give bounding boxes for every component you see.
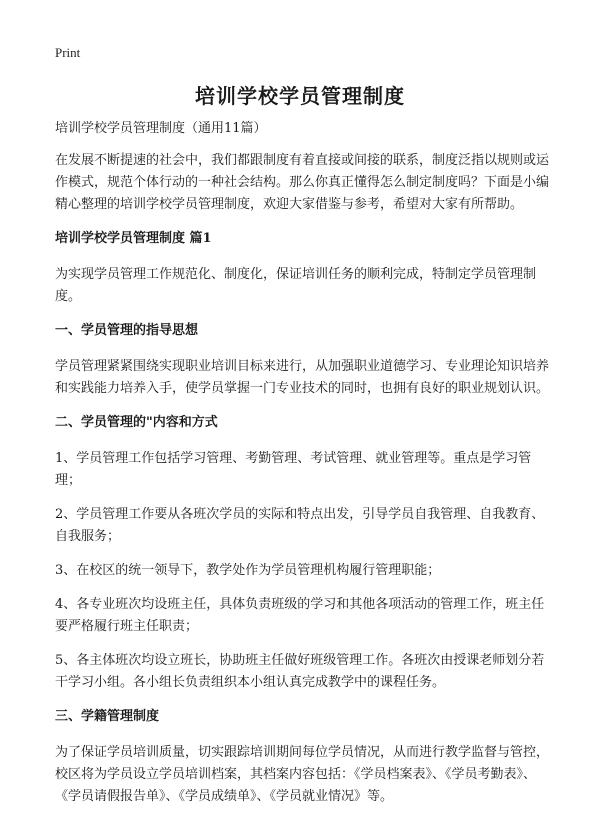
intro-paragraph: 在发展不断提速的社会中，我们都跟制度有着直接或间接的联系，制度泛指以规则或运作模式，规范个体行动的一种社会结构。那么你真正懂得怎么制定制度吗？下面是小编精心整理的培训学校学员管理制度，欢迎大家借鉴与参考，希望对大家有所帮助。 xyxy=(55,153,550,212)
article-purpose: 为实现学员管理工作规范化、制度化，保证培训任务的顺利完成，特制定学员管理制度。 xyxy=(55,267,537,304)
section-2-item-4: 4、各专业班次均设班主任，具体负责班级的学习和其他各项活动的管理工作，班主任要严格履行班主任职责； xyxy=(55,597,545,634)
page-title: 培训学校学员管理制度 xyxy=(195,84,405,108)
intro-subtitle: 培训学校学员管理制度（通用11篇） xyxy=(55,121,267,136)
section-heading-2: 二、学员管理的"内容和方式 xyxy=(55,415,218,430)
section-1-paragraph: 学员管理紧紧围绕实现职业培训目标来进行，从加强职业道德学习、专业理论知识培养和实践能力培养入手，使学员掌握一门专业技术的同时，也拥有良好的职业规划认识。 xyxy=(55,359,550,396)
section-heading-3: 三、学籍管理制度 xyxy=(55,709,160,724)
section-2-item-3: 3、在校区的统一领导下，教学处作为学员管理机构履行管理职能； xyxy=(55,563,441,578)
article-heading: 培训学校学员管理制度 篇1 xyxy=(55,231,212,246)
section-3-paragraph: 为了保证学员培训质量，切实跟踪培训期间每位学员情况，从而进行教学监督与管控，校区将为学员设立学员培训档案，其档案内容包括：《学员档案表》、《学员考勤表》、《学员请假报告单》、《学员成绩单》、《学员就业情况》等。 xyxy=(55,745,550,804)
section-2-item-1: 1、学员管理工作包括学习管理、考勤管理、考试管理、就业管理等。重点是学习管理； xyxy=(55,451,532,488)
section-heading-1: 一、学员管理的指导思想 xyxy=(55,323,199,338)
document-content xyxy=(55,118,555,820)
section-2-item-2: 2、学员管理工作要从各班次学员的实际和特点出发，引导学员自我管理、自我教育、自我服务； xyxy=(55,507,545,544)
section-2-item-5: 5、各主体班次均设立班长，协助班主任做好班级管理工作。各班次由授课老师划分若干学习小组。各小组长负责组织本小组认真完成教学中的课程任务。 xyxy=(55,653,545,690)
print-link[interactable]: Print xyxy=(55,45,81,60)
